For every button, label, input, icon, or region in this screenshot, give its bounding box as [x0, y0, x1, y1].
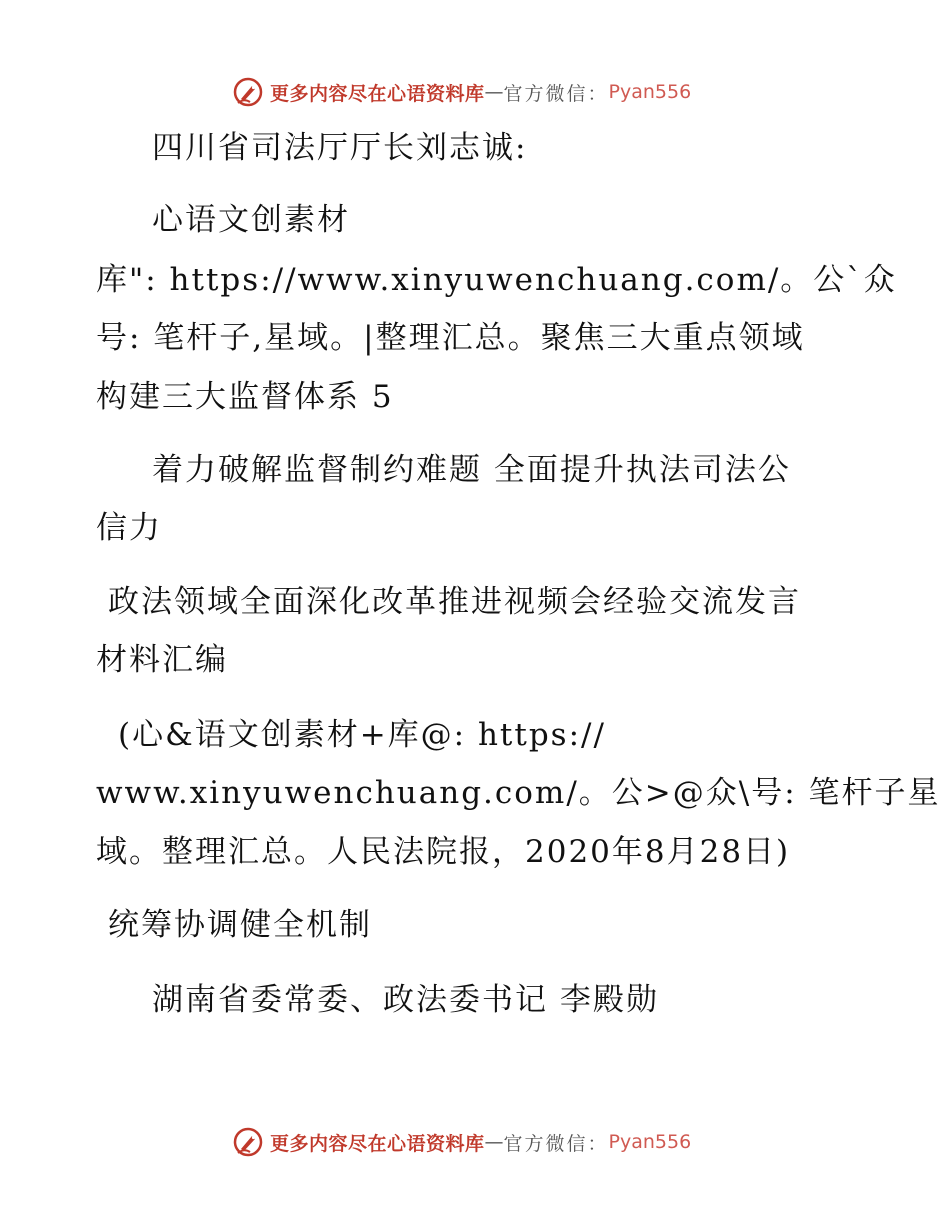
document-line: www.xinyuwenchuang.com/。公>@众\号: 笔杆子星	[96, 775, 941, 811]
document-line: (心&语文创素材+库@: https://	[118, 717, 606, 753]
document-heading-line: 着力破解监督制约难题 全面提升执法司法公	[152, 452, 791, 488]
document-line: 材料汇编	[96, 642, 228, 678]
document-line: 号: 笔杆子,星域。|整理汇总。聚焦三大重点领域	[96, 320, 805, 356]
watermark-wechat-id: Pyan556	[608, 1131, 692, 1153]
document-line: 域。整理汇总。人民法院报，2020年8月28日)	[96, 834, 791, 870]
watermark-dash: —	[484, 81, 504, 103]
pen-nib-logo-icon	[232, 76, 264, 108]
document-line: 政法领域全面深化改革推进视频会经验交流发言	[108, 584, 801, 620]
pen-nib-logo-icon	[232, 1126, 264, 1158]
watermark-brand-text: 更多内容尽在心语资料库	[270, 82, 485, 105]
document-author-line: 湖南省委常委、政法委书记 李殿勋	[152, 982, 659, 1018]
document-section-heading: 统筹协调健全机制	[108, 907, 372, 943]
document-line: 构建三大监督体系 5	[96, 379, 394, 415]
document-line: 心语文创素材	[152, 202, 350, 238]
watermark-wechat-id: Pyan556	[608, 81, 692, 103]
document-line: 库": https://www.xinyuwenchuang.com/。公`众	[96, 262, 897, 298]
document-heading-line: 信力	[96, 510, 162, 546]
watermark-wechat-label: 官方微信：	[503, 82, 609, 105]
watermark-banner-bottom	[232, 1122, 752, 1162]
watermark-wechat-label: 官方微信：	[503, 1132, 609, 1155]
watermark-brand-text: 更多内容尽在心语资料库	[270, 1132, 485, 1155]
watermark-dash: —	[484, 1131, 504, 1153]
document-line: 四川省司法厅厅长刘志诚:	[152, 130, 528, 166]
watermark-banner-top	[232, 72, 752, 112]
